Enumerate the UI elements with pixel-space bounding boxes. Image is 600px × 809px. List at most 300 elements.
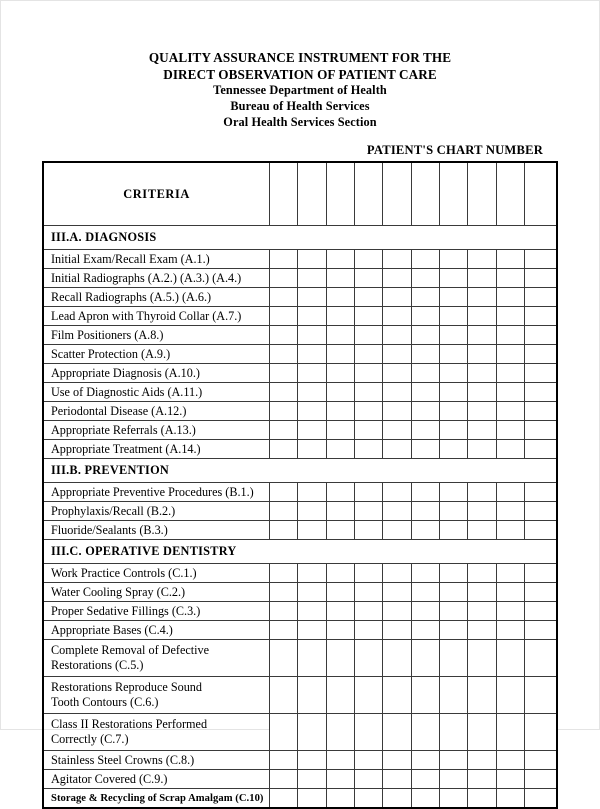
criteria-3-7-mark-cell-8[interactable]: [468, 714, 496, 751]
criteria-1-8-mark-cell-1[interactable]: [270, 383, 298, 402]
criteria-3-1-mark-cell-6[interactable]: [411, 564, 439, 583]
criteria-2-1-mark-cell-4[interactable]: [355, 483, 383, 502]
criteria-label-line: Work Practice Controls (C.1.): [51, 565, 197, 580]
criteria-1-3-mark-cell-9[interactable]: [496, 288, 524, 307]
criteria-2-1-mark-cell-9[interactable]: [496, 483, 524, 502]
criteria-3-9-mark-cell-6[interactable]: [411, 770, 439, 789]
criteria-row: [43, 250, 557, 269]
criteria-3-2-mark-cell-2[interactable]: [298, 583, 326, 602]
criteria-3-5-mark-cell-6[interactable]: [411, 640, 439, 677]
criteria-3-3-mark-cell-1[interactable]: [270, 602, 298, 621]
criteria-1-11-mark-cell-3[interactable]: [326, 440, 354, 459]
criteria-1-7-mark-cell-2[interactable]: [298, 364, 326, 383]
criteria-3-7-mark-cell-4[interactable]: [355, 714, 383, 751]
criteria-3-3-mark-cell-10[interactable]: [525, 602, 557, 621]
criteria-3-6-mark-cell-8[interactable]: [468, 677, 496, 714]
criteria-label-line: Stainless Steel Crowns (C.8.): [51, 752, 195, 767]
criteria-2-2-mark-cell-1[interactable]: [270, 502, 298, 521]
criteria-2-3-mark-cell-3[interactable]: [326, 521, 354, 540]
criteria-3-1-mark-cell-3[interactable]: [326, 564, 354, 583]
chart-number-header-mark-cell-2[interactable]: [298, 162, 326, 226]
criteria-2-2-mark-cell-6[interactable]: [411, 502, 439, 521]
criteria-label-line: Appropriate Treatment (A.14.): [51, 441, 201, 456]
criteria-3-10-mark-cell-6[interactable]: [411, 789, 439, 809]
criteria-3-7-mark-cell-9[interactable]: [496, 714, 524, 751]
criteria-1-4-mark-cell-8[interactable]: [468, 307, 496, 326]
criteria-3-10-mark-cell-5[interactable]: [383, 789, 411, 809]
criteria-3-10-mark-cell-2[interactable]: [298, 789, 326, 809]
criteria-3-8-mark-cell-1[interactable]: [270, 751, 298, 770]
criteria-3-4-mark-cell-1[interactable]: [270, 621, 298, 640]
criteria-2-2-mark-cell-10[interactable]: [525, 502, 557, 521]
chart-number-header-mark-cell-8[interactable]: [468, 162, 496, 226]
criteria-3-2-mark-cell-5[interactable]: [383, 583, 411, 602]
criteria-1-8-mark-cell-9[interactable]: [496, 383, 524, 402]
criteria-label: [43, 345, 270, 364]
criteria-3-2-mark-cell-10[interactable]: [525, 583, 557, 602]
chart-number-header-mark-cell-6[interactable]: [411, 162, 439, 226]
criteria-1-8-mark-cell-3[interactable]: [326, 383, 354, 402]
criteria-1-1-mark-cell-8[interactable]: [468, 250, 496, 269]
chart-number-header-mark-cell-3[interactable]: [326, 162, 354, 226]
criteria-2-3-mark-cell-9[interactable]: [496, 521, 524, 540]
patient-chart-number-caption: PATIENT'S CHART NUMBER: [366, 143, 543, 158]
criteria-3-8-mark-cell-3[interactable]: [326, 751, 354, 770]
criteria-3-3-mark-cell-4[interactable]: [355, 602, 383, 621]
criteria-1-10-mark-cell-2[interactable]: [298, 421, 326, 440]
section-heading-1: III.A. DIAGNOSIS: [43, 226, 557, 250]
criteria-3-9-mark-cell-10[interactable]: [525, 770, 557, 789]
criteria-3-9-mark-cell-8[interactable]: [468, 770, 496, 789]
criteria-1-8-mark-cell-10[interactable]: [525, 383, 557, 402]
criteria-2-2-mark-cell-9[interactable]: [496, 502, 524, 521]
criteria-3-2-mark-cell-3[interactable]: [326, 583, 354, 602]
criteria-1-6-mark-cell-4[interactable]: [355, 345, 383, 364]
criteria-1-7-mark-cell-1[interactable]: [270, 364, 298, 383]
criteria-1-4-mark-cell-7[interactable]: [440, 307, 468, 326]
criteria-3-7-mark-cell-2[interactable]: [298, 714, 326, 751]
criteria-1-7-mark-cell-4[interactable]: [355, 364, 383, 383]
criteria-1-8-mark-cell-2[interactable]: [298, 383, 326, 402]
criteria-1-2-mark-cell-8[interactable]: [468, 269, 496, 288]
document-header: [1, 1, 599, 131]
criteria-label-line: Initial Radiographs (A.2.) (A.3.) (A.4.): [51, 270, 242, 285]
criteria-3-6-mark-cell-6[interactable]: [411, 677, 439, 714]
criteria-row: [43, 564, 557, 583]
criteria-1-6-mark-cell-9[interactable]: [496, 345, 524, 364]
criteria-3-7-mark-cell-6[interactable]: [411, 714, 439, 751]
criteria-1-4-mark-cell-3[interactable]: [326, 307, 354, 326]
criteria-3-7-mark-cell-5[interactable]: [383, 714, 411, 751]
criteria-3-10-mark-cell-3[interactable]: [326, 789, 354, 809]
criteria-3-1-mark-cell-1[interactable]: [270, 564, 298, 583]
criteria-1-11-mark-cell-6[interactable]: [411, 440, 439, 459]
criteria-1-6-mark-cell-3[interactable]: [326, 345, 354, 364]
criteria-3-6-mark-cell-10[interactable]: [525, 677, 557, 714]
title-line-5: Oral Health Services Section: [223, 115, 377, 130]
criteria-1-9-mark-cell-8[interactable]: [468, 402, 496, 421]
criteria-label-line: Tooth Contours (C.6.): [51, 695, 159, 710]
criteria-3-2-mark-cell-8[interactable]: [468, 583, 496, 602]
criteria-1-7-mark-cell-8[interactable]: [468, 364, 496, 383]
criteria-1-6-mark-cell-8[interactable]: [468, 345, 496, 364]
criteria-3-6-mark-cell-2[interactable]: [298, 677, 326, 714]
criteria-2-3-mark-cell-6[interactable]: [411, 521, 439, 540]
criteria-3-3-mark-cell-6[interactable]: [411, 602, 439, 621]
criteria-2-3-mark-cell-10[interactable]: [525, 521, 557, 540]
criteria-3-5-mark-cell-7[interactable]: [440, 640, 468, 677]
criteria-1-1-mark-cell-10[interactable]: [525, 250, 557, 269]
criteria-3-6-mark-cell-4[interactable]: [355, 677, 383, 714]
criteria-1-7-mark-cell-9[interactable]: [496, 364, 524, 383]
criteria-3-1-mark-cell-10[interactable]: [525, 564, 557, 583]
criteria-1-8-mark-cell-4[interactable]: [355, 383, 383, 402]
criteria-1-4-mark-cell-1[interactable]: [270, 307, 298, 326]
criteria-2-3-mark-cell-1[interactable]: [270, 521, 298, 540]
criteria-label-line: Proper Sedative Fillings (C.3.): [51, 603, 201, 618]
title-line-4: Bureau of Health Services: [230, 99, 370, 114]
criteria-3-10-mark-cell-9[interactable]: [496, 789, 524, 809]
criteria-2-3-mark-cell-7[interactable]: [440, 521, 468, 540]
criteria-label-line: Prophylaxis/Recall (B.2.): [51, 503, 176, 518]
criteria-3-5-mark-cell-3[interactable]: [326, 640, 354, 677]
criteria-3-5-mark-cell-2[interactable]: [298, 640, 326, 677]
criteria-1-11-mark-cell-8[interactable]: [468, 440, 496, 459]
criteria-row: [43, 602, 557, 621]
criteria-3-6-mark-cell-3[interactable]: [326, 677, 354, 714]
criteria-label-line: Film Positioners (A.8.): [51, 327, 164, 342]
criteria-3-9-mark-cell-7[interactable]: [440, 770, 468, 789]
criteria-row: [43, 402, 557, 421]
criteria-1-9-mark-cell-4[interactable]: [355, 402, 383, 421]
criteria-3-4-mark-cell-9[interactable]: [496, 621, 524, 640]
criteria-label: [43, 751, 270, 770]
chart-number-header-mark-cell-4[interactable]: [355, 162, 383, 226]
criteria-2-3-mark-cell-2[interactable]: [298, 521, 326, 540]
criteria-1-10-mark-cell-8[interactable]: [468, 421, 496, 440]
criteria-2-2-mark-cell-5[interactable]: [383, 502, 411, 521]
criteria-1-3-mark-cell-1[interactable]: [270, 288, 298, 307]
criteria-3-8-mark-cell-4[interactable]: [355, 751, 383, 770]
criteria-3-3-mark-cell-2[interactable]: [298, 602, 326, 621]
criteria-1-1-mark-cell-5[interactable]: [383, 250, 411, 269]
criteria-label: [43, 789, 270, 809]
criteria-3-4-mark-cell-3[interactable]: [326, 621, 354, 640]
criteria-3-2-mark-cell-1[interactable]: [270, 583, 298, 602]
title-line-2: DIRECT OBSERVATION OF PATIENT CARE: [163, 67, 437, 83]
criteria-label: [43, 640, 270, 677]
criteria-label-line: Appropriate Preventive Procedures (B.1.): [51, 484, 254, 499]
criteria-label-line: Appropriate Bases (C.4.): [51, 622, 173, 637]
chart-number-header-mark-cell-10[interactable]: [525, 162, 557, 226]
criteria-1-5-mark-cell-1[interactable]: [270, 326, 298, 345]
criteria-1-6-mark-cell-1[interactable]: [270, 345, 298, 364]
criteria-label: [43, 364, 270, 383]
criteria-1-4-mark-cell-5[interactable]: [383, 307, 411, 326]
criteria-3-1-mark-cell-5[interactable]: [383, 564, 411, 583]
criteria-row: [43, 521, 557, 540]
criteria-3-5-mark-cell-1[interactable]: [270, 640, 298, 677]
criteria-3-7-mark-cell-1[interactable]: [270, 714, 298, 751]
criteria-3-5-mark-cell-8[interactable]: [468, 640, 496, 677]
criteria-1-10-mark-cell-3[interactable]: [326, 421, 354, 440]
criteria-label-line: Restorations (C.5.): [51, 658, 144, 673]
criteria-3-3-mark-cell-7[interactable]: [440, 602, 468, 621]
criteria-1-6-mark-cell-5[interactable]: [383, 345, 411, 364]
criteria-1-11-mark-cell-9[interactable]: [496, 440, 524, 459]
criteria-3-4-mark-cell-10[interactable]: [525, 621, 557, 640]
criteria-3-2-mark-cell-6[interactable]: [411, 583, 439, 602]
title-line-3: Tennessee Department of Health: [213, 83, 387, 98]
chart-number-header-mark-cell-1[interactable]: [270, 162, 298, 226]
criteria-row: [43, 677, 557, 714]
criteria-label-line: Use of Diagnostic Aids (A.11.): [51, 384, 203, 399]
criteria-1-10-mark-cell-7[interactable]: [440, 421, 468, 440]
criteria-1-2-mark-cell-9[interactable]: [496, 269, 524, 288]
criteria-1-5-mark-cell-4[interactable]: [355, 326, 383, 345]
criteria-1-4-mark-cell-4[interactable]: [355, 307, 383, 326]
criteria-1-9-mark-cell-2[interactable]: [298, 402, 326, 421]
criteria-1-9-mark-cell-7[interactable]: [440, 402, 468, 421]
chart-number-header-mark-cell-7[interactable]: [440, 162, 468, 226]
criteria-3-4-mark-cell-6[interactable]: [411, 621, 439, 640]
criteria-1-10-mark-cell-10[interactable]: [525, 421, 557, 440]
criteria-1-1-mark-cell-9[interactable]: [496, 250, 524, 269]
section-header-row: [43, 540, 557, 564]
criteria-1-11-mark-cell-7[interactable]: [440, 440, 468, 459]
criteria-1-6-mark-cell-2[interactable]: [298, 345, 326, 364]
criteria-3-8-mark-cell-2[interactable]: [298, 751, 326, 770]
criteria-1-1-mark-cell-4[interactable]: [355, 250, 383, 269]
criteria-label: [43, 326, 270, 345]
criteria-2-2-mark-cell-4[interactable]: [355, 502, 383, 521]
criteria-3-8-mark-cell-8[interactable]: [468, 751, 496, 770]
criteria-3-8-mark-cell-10[interactable]: [525, 751, 557, 770]
criteria-3-6-mark-cell-1[interactable]: [270, 677, 298, 714]
criteria-1-3-mark-cell-5[interactable]: [383, 288, 411, 307]
criteria-label: [43, 288, 270, 307]
section-heading-3: III.C. OPERATIVE DENTISTRY: [43, 540, 557, 564]
criteria-2-1-mark-cell-5[interactable]: [383, 483, 411, 502]
chart-number-header-mark-cell-9[interactable]: [496, 162, 524, 226]
criteria-3-9-mark-cell-3[interactable]: [326, 770, 354, 789]
criteria-table-body: [43, 162, 557, 808]
criteria-2-3-mark-cell-5[interactable]: [383, 521, 411, 540]
criteria-1-5-mark-cell-9[interactable]: [496, 326, 524, 345]
criteria-1-10-mark-cell-6[interactable]: [411, 421, 439, 440]
criteria-2-2-mark-cell-3[interactable]: [326, 502, 354, 521]
criteria-1-5-mark-cell-7[interactable]: [440, 326, 468, 345]
criteria-3-4-mark-cell-8[interactable]: [468, 621, 496, 640]
criteria-2-2-mark-cell-8[interactable]: [468, 502, 496, 521]
criteria-3-10-mark-cell-1[interactable]: [270, 789, 298, 809]
criteria-3-5-mark-cell-10[interactable]: [525, 640, 557, 677]
criteria-3-8-mark-cell-9[interactable]: [496, 751, 524, 770]
criteria-2-1-mark-cell-10[interactable]: [525, 483, 557, 502]
criteria-label: [43, 521, 270, 540]
criteria-2-3-mark-cell-4[interactable]: [355, 521, 383, 540]
criteria-1-7-mark-cell-5[interactable]: [383, 364, 411, 383]
criteria-3-7-mark-cell-7[interactable]: [440, 714, 468, 751]
criteria-1-3-mark-cell-6[interactable]: [411, 288, 439, 307]
criteria-3-1-mark-cell-9[interactable]: [496, 564, 524, 583]
criteria-2-2-mark-cell-2[interactable]: [298, 502, 326, 521]
criteria-1-4-mark-cell-9[interactable]: [496, 307, 524, 326]
criteria-1-1-mark-cell-2[interactable]: [298, 250, 326, 269]
criteria-3-10-mark-cell-8[interactable]: [468, 789, 496, 809]
criteria-2-1-mark-cell-7[interactable]: [440, 483, 468, 502]
criteria-1-9-mark-cell-5[interactable]: [383, 402, 411, 421]
criteria-label-line: Appropriate Diagnosis (A.10.): [51, 365, 200, 380]
criteria-label: [43, 677, 270, 714]
criteria-1-8-mark-cell-7[interactable]: [440, 383, 468, 402]
criteria-3-1-mark-cell-8[interactable]: [468, 564, 496, 583]
criteria-3-10-mark-cell-4[interactable]: [355, 789, 383, 809]
criteria-label-line: Complete Removal of Defective: [51, 643, 210, 658]
criteria-1-2-mark-cell-4[interactable]: [355, 269, 383, 288]
criteria-1-10-mark-cell-1[interactable]: [270, 421, 298, 440]
criteria-1-3-mark-cell-10[interactable]: [525, 288, 557, 307]
criteria-1-7-mark-cell-10[interactable]: [525, 364, 557, 383]
criteria-1-5-mark-cell-10[interactable]: [525, 326, 557, 345]
criteria-1-2-mark-cell-2[interactable]: [298, 269, 326, 288]
criteria-3-6-mark-cell-5[interactable]: [383, 677, 411, 714]
criteria-1-5-mark-cell-2[interactable]: [298, 326, 326, 345]
criteria-3-5-mark-cell-5[interactable]: [383, 640, 411, 677]
criteria-3-8-mark-cell-5[interactable]: [383, 751, 411, 770]
criteria-3-9-mark-cell-4[interactable]: [355, 770, 383, 789]
criteria-3-1-mark-cell-2[interactable]: [298, 564, 326, 583]
criteria-1-8-mark-cell-5[interactable]: [383, 383, 411, 402]
criteria-1-2-mark-cell-10[interactable]: [525, 269, 557, 288]
criteria-3-9-mark-cell-9[interactable]: [496, 770, 524, 789]
criteria-label: [43, 770, 270, 789]
criteria-3-5-mark-cell-4[interactable]: [355, 640, 383, 677]
criteria-3-2-mark-cell-4[interactable]: [355, 583, 383, 602]
criteria-1-11-mark-cell-1[interactable]: [270, 440, 298, 459]
criteria-1-8-mark-cell-6[interactable]: [411, 383, 439, 402]
criteria-1-11-mark-cell-4[interactable]: [355, 440, 383, 459]
criteria-3-1-mark-cell-4[interactable]: [355, 564, 383, 583]
criteria-1-3-mark-cell-2[interactable]: [298, 288, 326, 307]
criteria-3-9-mark-cell-2[interactable]: [298, 770, 326, 789]
criteria-2-1-mark-cell-8[interactable]: [468, 483, 496, 502]
criteria-3-6-mark-cell-7[interactable]: [440, 677, 468, 714]
criteria-3-4-mark-cell-4[interactable]: [355, 621, 383, 640]
criteria-1-11-mark-cell-5[interactable]: [383, 440, 411, 459]
criteria-3-3-mark-cell-8[interactable]: [468, 602, 496, 621]
criteria-label-line: Class II Restorations Performed: [51, 717, 208, 732]
criteria-1-11-mark-cell-2[interactable]: [298, 440, 326, 459]
criteria-3-9-mark-cell-1[interactable]: [270, 770, 298, 789]
criteria-1-3-mark-cell-8[interactable]: [468, 288, 496, 307]
criteria-1-3-mark-cell-7[interactable]: [440, 288, 468, 307]
criteria-1-4-mark-cell-2[interactable]: [298, 307, 326, 326]
criteria-1-7-mark-cell-7[interactable]: [440, 364, 468, 383]
criteria-1-6-mark-cell-6[interactable]: [411, 345, 439, 364]
criteria-label: [43, 440, 270, 459]
criteria-1-1-mark-cell-1[interactable]: [270, 250, 298, 269]
criteria-3-3-mark-cell-5[interactable]: [383, 602, 411, 621]
criteria-1-9-mark-cell-1[interactable]: [270, 402, 298, 421]
criteria-1-9-mark-cell-6[interactable]: [411, 402, 439, 421]
criteria-1-2-mark-cell-7[interactable]: [440, 269, 468, 288]
criteria-2-1-mark-cell-2[interactable]: [298, 483, 326, 502]
criteria-1-10-mark-cell-5[interactable]: [383, 421, 411, 440]
criteria-3-4-mark-cell-2[interactable]: [298, 621, 326, 640]
criteria-1-4-mark-cell-10[interactable]: [525, 307, 557, 326]
criteria-3-9-mark-cell-5[interactable]: [383, 770, 411, 789]
criteria-row: [43, 789, 557, 809]
criteria-1-3-mark-cell-4[interactable]: [355, 288, 383, 307]
criteria-1-10-mark-cell-9[interactable]: [496, 421, 524, 440]
criteria-1-10-mark-cell-4[interactable]: [355, 421, 383, 440]
criteria-3-8-mark-cell-7[interactable]: [440, 751, 468, 770]
chart-number-header-mark-cell-5[interactable]: [383, 162, 411, 226]
criteria-1-3-mark-cell-3[interactable]: [326, 288, 354, 307]
criteria-row: [43, 621, 557, 640]
criteria-1-6-mark-cell-7[interactable]: [440, 345, 468, 364]
criteria-1-5-mark-cell-5[interactable]: [383, 326, 411, 345]
criteria-row: [43, 345, 557, 364]
criteria-label-line: Storage & Recycling of Scrap Amalgam (C.10): [51, 792, 264, 804]
criteria-3-10-mark-cell-7[interactable]: [440, 789, 468, 809]
criteria-1-5-mark-cell-8[interactable]: [468, 326, 496, 345]
criteria-1-2-mark-cell-3[interactable]: [326, 269, 354, 288]
criteria-1-4-mark-cell-6[interactable]: [411, 307, 439, 326]
criteria-1-9-mark-cell-3[interactable]: [326, 402, 354, 421]
criteria-2-2-mark-cell-7[interactable]: [440, 502, 468, 521]
criteria-1-1-mark-cell-7[interactable]: [440, 250, 468, 269]
criteria-1-11-mark-cell-10[interactable]: [525, 440, 557, 459]
criteria-3-3-mark-cell-9[interactable]: [496, 602, 524, 621]
criteria-3-2-mark-cell-7[interactable]: [440, 583, 468, 602]
criteria-2-1-mark-cell-3[interactable]: [326, 483, 354, 502]
criteria-1-8-mark-cell-8[interactable]: [468, 383, 496, 402]
criteria-2-1-mark-cell-1[interactable]: [270, 483, 298, 502]
criteria-2-3-mark-cell-8[interactable]: [468, 521, 496, 540]
criteria-1-5-mark-cell-6[interactable]: [411, 326, 439, 345]
criteria-row: [43, 502, 557, 521]
criteria-3-4-mark-cell-7[interactable]: [440, 621, 468, 640]
criteria-1-2-mark-cell-6[interactable]: [411, 269, 439, 288]
criteria-1-9-mark-cell-9[interactable]: [496, 402, 524, 421]
criteria-1-2-mark-cell-1[interactable]: [270, 269, 298, 288]
criteria-label: [43, 602, 270, 621]
criteria-1-2-mark-cell-5[interactable]: [383, 269, 411, 288]
criteria-1-1-mark-cell-6[interactable]: [411, 250, 439, 269]
criteria-3-8-mark-cell-6[interactable]: [411, 751, 439, 770]
criteria-3-7-mark-cell-10[interactable]: [525, 714, 557, 751]
criteria-3-7-mark-cell-3[interactable]: [326, 714, 354, 751]
criteria-3-1-mark-cell-7[interactable]: [440, 564, 468, 583]
criteria-3-4-mark-cell-5[interactable]: [383, 621, 411, 640]
criteria-row: [43, 714, 557, 751]
criteria-1-7-mark-cell-3[interactable]: [326, 364, 354, 383]
criteria-1-9-mark-cell-10[interactable]: [525, 402, 557, 421]
criteria-3-3-mark-cell-3[interactable]: [326, 602, 354, 621]
criteria-3-2-mark-cell-9[interactable]: [496, 583, 524, 602]
criteria-3-10-mark-cell-10[interactable]: [525, 789, 557, 809]
criteria-2-1-mark-cell-6[interactable]: [411, 483, 439, 502]
criteria-1-6-mark-cell-10[interactable]: [525, 345, 557, 364]
criteria-1-7-mark-cell-6[interactable]: [411, 364, 439, 383]
criteria-label: [43, 402, 270, 421]
criteria-1-5-mark-cell-3[interactable]: [326, 326, 354, 345]
criteria-3-5-mark-cell-9[interactable]: [496, 640, 524, 677]
criteria-1-1-mark-cell-3[interactable]: [326, 250, 354, 269]
criteria-3-6-mark-cell-9[interactable]: [496, 677, 524, 714]
